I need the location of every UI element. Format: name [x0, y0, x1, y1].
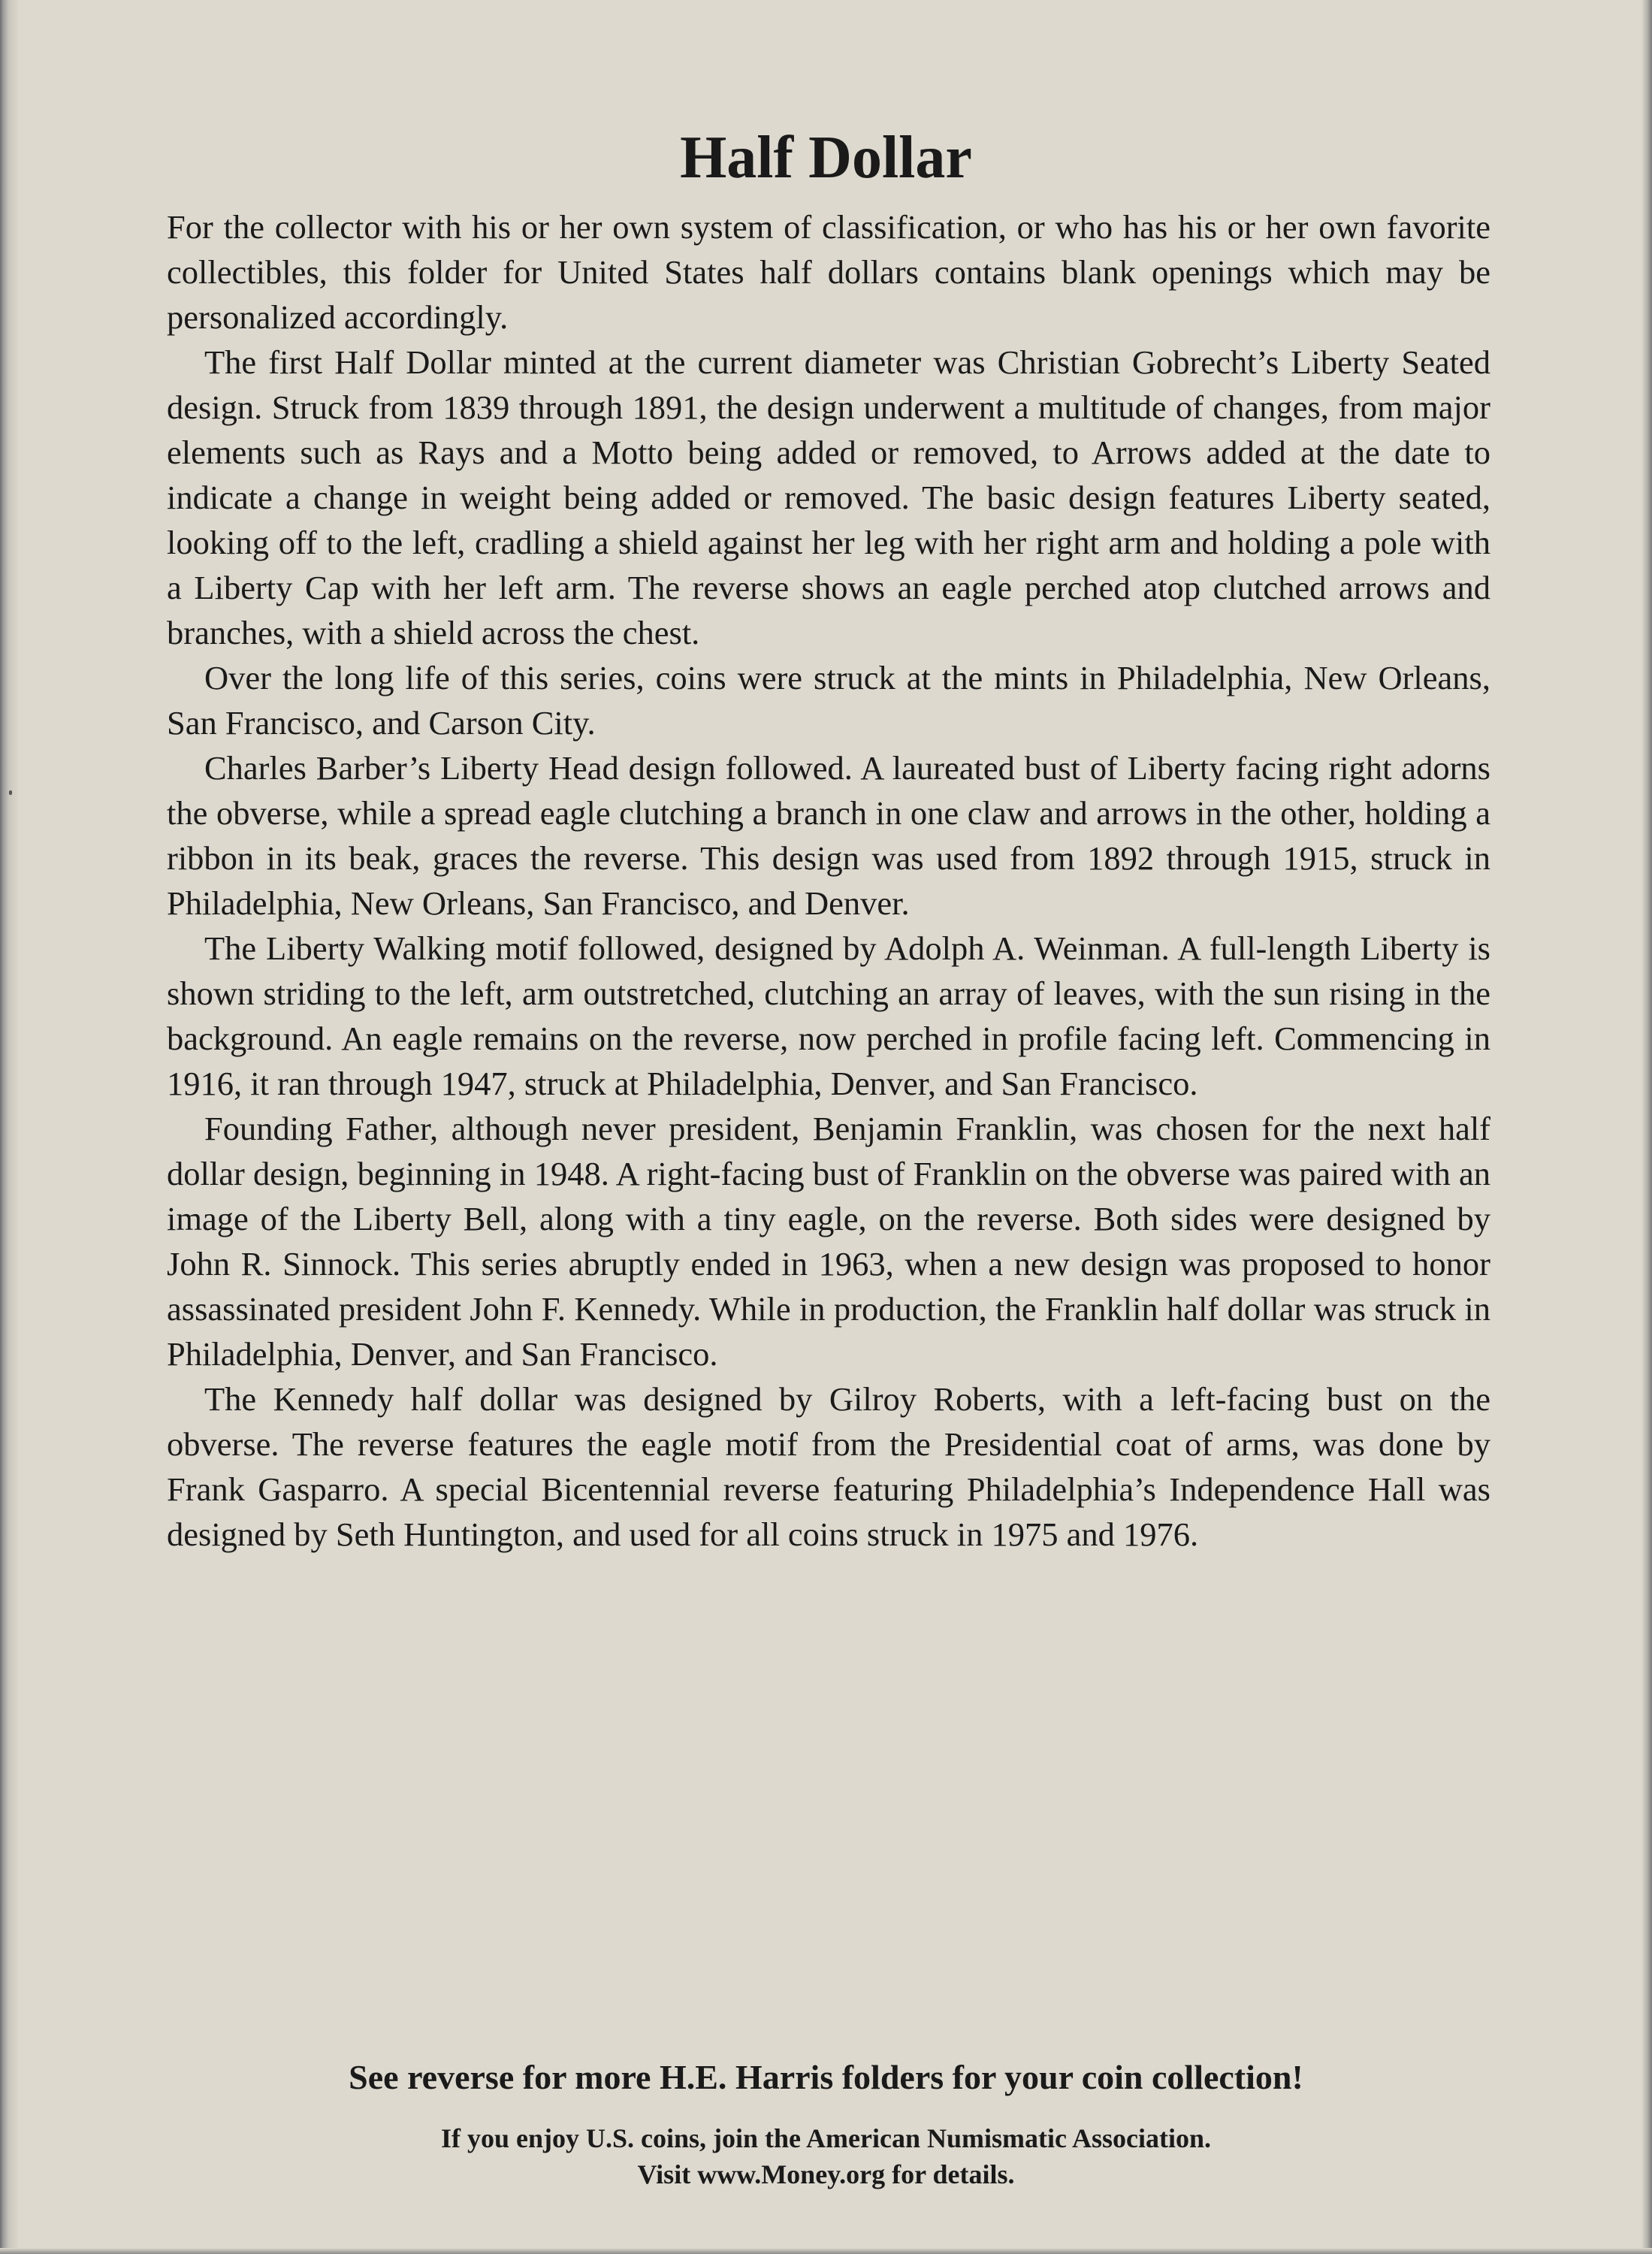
page-left-edge	[0, 0, 20, 2254]
paragraph-intro: For the collector with his or her own system of classification, or who has his or her own favorite collectibles, this folder for United States half dollars contains blank openings which may be personalized accordingly.	[167, 208, 1490, 336]
paragraph-walking-liberty: The Liberty Walking motif followed, designed by Adolph A. Weinman. A full-length Liberty is shown striding to the left, arm outstretched, clutching an array of leaves, with the sun rising in the background. An eagle remains on the reverse, now perched in profile facing left. Commencing in 1916, it ran through 1947, struck at Philadelphia, Denver, and San Francisco.	[167, 929, 1490, 1102]
page-title: Half Dollar	[680, 125, 972, 191]
paragraph-liberty-seated: The first Half Dollar minted at the current diameter was Christian Gobrecht’s Liberty Seated design. Struck from 1839 through 1891, the design underwent a multitude of changes, from major elements such as Rays and a Motto being added or removed, to Arrows added at the date to indicate a change in weight being added or removed. The basic design features Liberty seated, looking off to the left, cradling a shield against her leg with her right arm and holding a pole with a Liberty Cap with her left arm. The reverse shows an eagle perched atop clutched arrows and branches, with a shield across the chest.	[167, 343, 1490, 651]
paragraph-kennedy: The Kennedy half dollar was designed by Gilroy Roberts, with a left-facing bust on the obverse. The reverse features the eagle motif from the Presidential coat of arms, was done by Frank Gasparro. A special Bicentennial reverse featuring Philadelphia’s Independence Hall was designed by Seth Huntington, and used for all coins struck in 1975 and 1976.	[167, 1380, 1490, 1553]
page-bottom-edge	[0, 2248, 1652, 2254]
paragraph-mints: Over the long life of this series, coins were struck at the mints in Philadelphia, New Orleans, San Francisco, and Carson City.	[167, 659, 1490, 742]
paragraph-barber: Charles Barber’s Liberty Head design followed. A laureated bust of Liberty facing right adorns the obverse, while a spread eagle clutching a branch in one claw and arrows in the other, holding a ribbon in its beak, graces the reverse. This design was used from 1892 through 1915, struck in Philadelphia, New Orleans, San Francisco, and Denver.	[167, 749, 1490, 922]
paragraph-franklin: Founding Father, although never president, Benjamin Franklin, was chosen for the next half dollar design, beginning in 1948. A right-facing bust of Franklin on the obverse was paired with an image of the Liberty Bell, along with a tiny eagle, on the reverse. Both sides were designed by John R. Sinnock. This series abruptly ended in 1963, when a new design was proposed to honor assassinated president John F. Kennedy. While in production, the Franklin half dollar was struck in Philadelphia, Denver, and San Francisco.	[167, 1110, 1490, 1373]
ana-line-visit: Visit www.Money.org for details.	[637, 2159, 1015, 2189]
page-right-edge	[1641, 0, 1652, 2254]
ana-notice	[0, 2120, 1652, 2192]
ana-line-join: If you enjoy U.S. coins, join the American Numismatic Association.	[441, 2123, 1211, 2153]
promo-line: See reverse for more H.E. Harris folders for your coin collection!	[349, 2058, 1303, 2096]
paper-fleck	[9, 790, 12, 795]
body-text	[167, 204, 1490, 1557]
